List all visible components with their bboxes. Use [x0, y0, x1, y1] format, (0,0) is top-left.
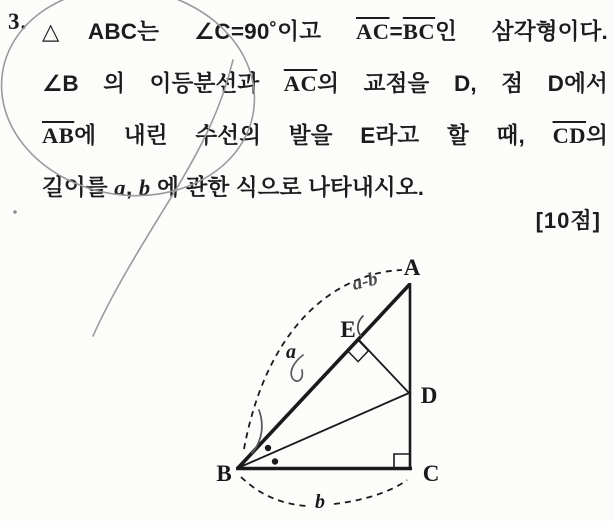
bisector-bd-line [238, 393, 409, 468]
side-ba-line [238, 284, 410, 468]
line3-mid: 에 내린 수선의 발을 E라고 할 때, [74, 123, 553, 148]
line1-pre: △ABC는 ∠C=90˚이고 [42, 19, 356, 44]
line1-post: 인 삼각형이다. [435, 19, 609, 44]
handwritten-tail-stroke [93, 60, 233, 336]
vertex-label-c: C [422, 461, 440, 486]
vertex-label-a: A [403, 255, 421, 280]
handwritten-ab-annotation: a-b [350, 268, 380, 295]
right-angle-mark-c [394, 454, 410, 468]
line4-comma: , [126, 175, 139, 200]
vertex-label-d: D [420, 383, 438, 408]
line3-post: 의 [586, 123, 608, 148]
line1-equals: = [389, 19, 403, 44]
segment-cd-overline: $\overline{CD}$ [552, 123, 587, 148]
line4-pre: 길이를 [42, 175, 115, 200]
handwritten-oval-mark [0, 0, 270, 214]
segment-ac-overline: $\overline{AC}$ [356, 19, 390, 44]
segment-ab-overline: $\overline{AB}$ [42, 123, 75, 148]
line2-pre: ∠B 의 이등분선과 [42, 71, 284, 96]
pen-dot [13, 210, 17, 214]
arc-length-b-right [334, 480, 407, 504]
right-angle-mark-e [348, 340, 369, 362]
length-label-a: a [286, 341, 296, 363]
line2-post: 의 교점을 D, 점 D에서 [317, 71, 608, 96]
score-label: [10점] [535, 208, 601, 233]
vertex-label-b: B [216, 461, 232, 486]
var-b: b [138, 175, 151, 200]
vertex-label-e: E [340, 317, 356, 342]
angle-dot-upper [265, 445, 271, 451]
angle-dot-lower [272, 458, 278, 464]
segment-bc-overline: $\overline{BC}$ [402, 19, 436, 44]
length-label-b: b [315, 491, 325, 513]
line4-post: 에 관한 식으로 나타내시오. [150, 175, 425, 200]
problem-number: 3. [8, 9, 28, 34]
arc-length-b-left [241, 477, 306, 506]
var-a: a [114, 175, 127, 200]
segment-ac-overline-2: $\overline{AC}$ [283, 71, 318, 96]
